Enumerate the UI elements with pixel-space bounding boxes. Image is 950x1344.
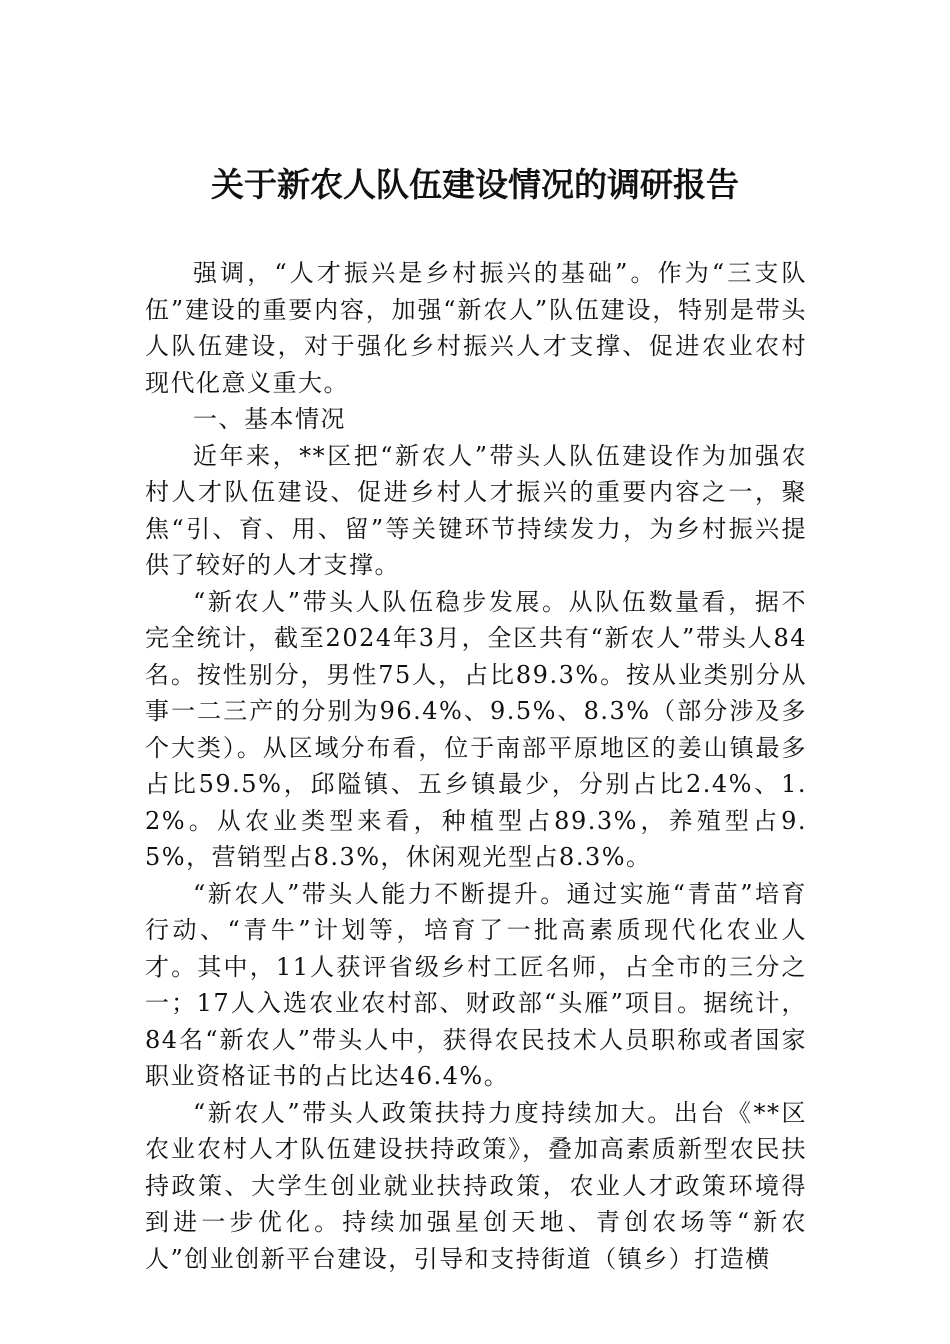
document-title: 关于新农人队伍建设情况的调研报告 (211, 165, 739, 204)
intro-paragraph: 强调，“人才振兴是乡村振兴的基础”。作为“三支队伍”建设的重要内容，加强“新农人”队伍建设，特别是带头人队伍建设，对于强化乡村振兴人才支撑、促进农业农村现代化意义重大。 (145, 259, 807, 397)
section-heading: 一、基本情况 (193, 405, 346, 433)
policy-paragraph: “新农人”带头人政策扶持力度持续加大。出台《**区农业农村人才队伍建设扶持政策》，叠加高素质新型农民扶持政策、大学生创业就业扶持政策，农业人才政策环境得到进一步优化。持续加强星创天地、青创农场等“新农人”创业创新平台建设，引导和支持街道（镇乡）打造横 (145, 1098, 807, 1273)
ability-paragraph: “新农人”带头人能力不断提升。通过实施“青苗”培育行动、“青牛”计划等，培育了一批高素质现代化农业人才。其中，11人获评省级乡村工匠名师，占全市的三分之一；17人入选农业农村部、财政部“头雁”项目。据统计，84名“新农人”带头人中，获得农民技术人员职称或者国家职业资格证书的占比达46.4%。 (145, 879, 807, 1090)
team-development-paragraph: “新农人”带头人队伍稳步发展。从队伍数量看，据不完全统计，截至2024年3月，全区共有“新农人”带头人84名。按性别分，男性75人，占比89.3%。按从业类别分从事一二三产的分别为96.4%、9.5%、8.3%（部分涉及多个大类）。从区域分布看，位于南部平原地区的姜山镇最多占比59.5%，邱隘镇、五乡镇最少，分别占比2.4%、1.2%。从农业类型来看，种植型占89.3%，养殖型占9.5%，营销型占8.3%，休闲观光型占8.3%。 (145, 587, 807, 871)
document-body (145, 255, 807, 1277)
overview-paragraph: 近年来，**区把“新农人”带头人队伍建设作为加强农村人才队伍建设、促进乡村人才振兴的重要内容之一，聚焦“引、育、用、留”等关键环节持续发力，为乡村振兴提供了较好的人才支撑。 (145, 441, 807, 579)
